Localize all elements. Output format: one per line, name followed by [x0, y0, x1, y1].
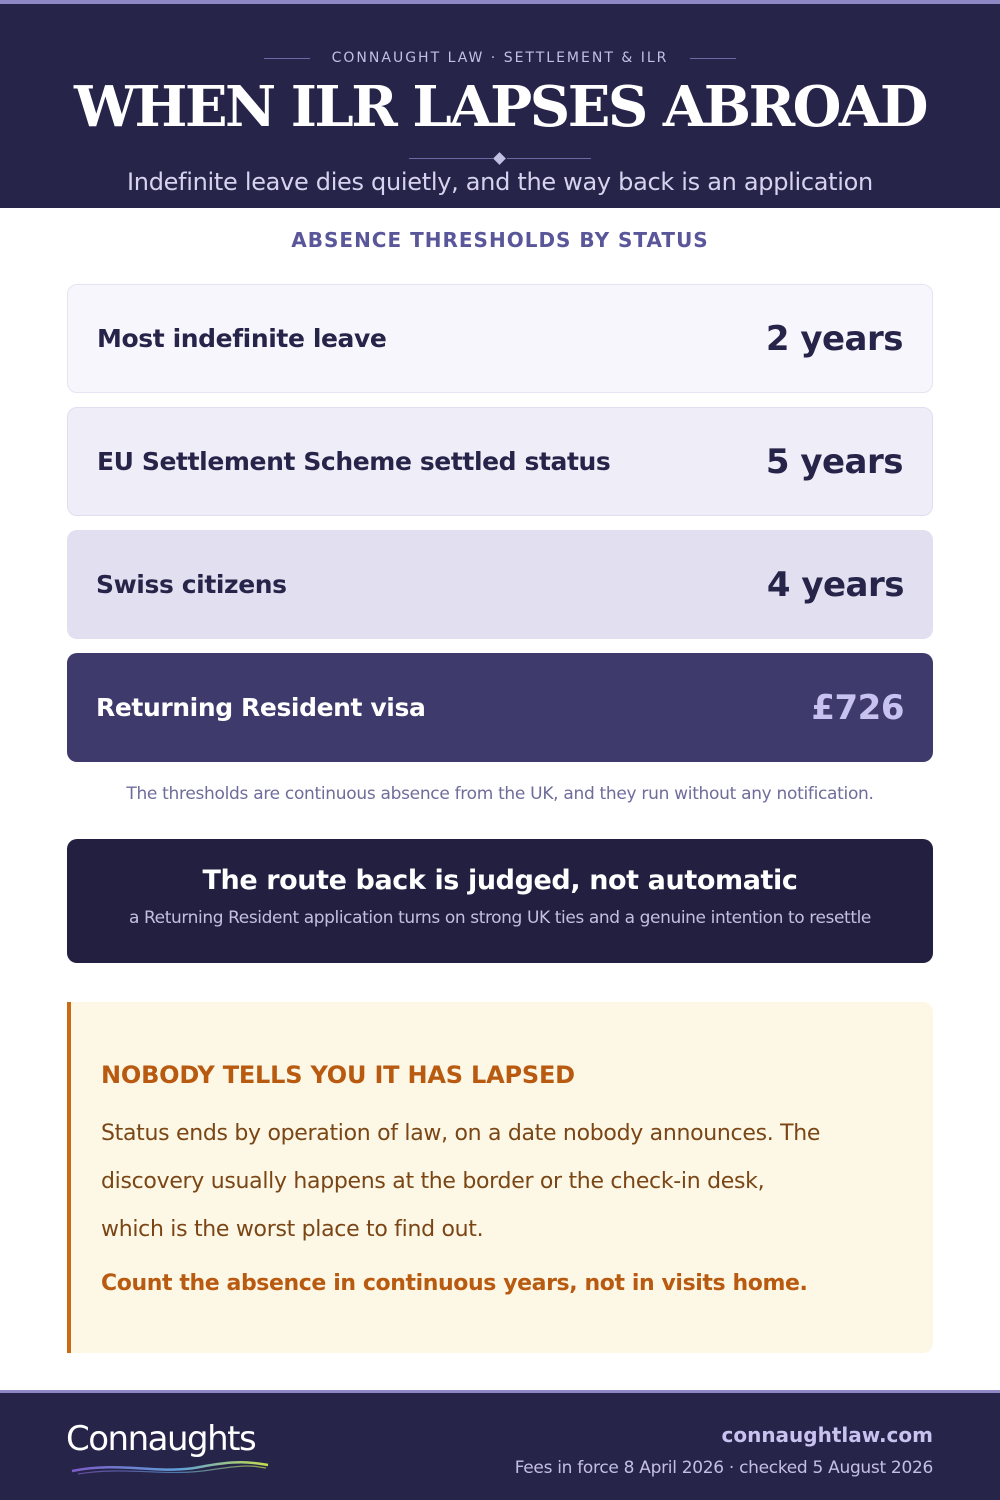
warning-title: NOBODY TELLS YOU IT HAS LAPSED	[101, 1061, 575, 1089]
page-title: WHEN ILR LAPSES ABROAD	[74, 74, 926, 140]
logo-wordmark: Connaughts	[66, 1419, 256, 1459]
kicker-row	[0, 50, 1000, 66]
kicker-rule-left	[264, 58, 310, 59]
callout-subtitle: a Returning Resident application turns on strong UK ties and a genuine intention to resettle	[129, 908, 871, 928]
website-link[interactable]: connaughtlaw.com	[721, 1423, 933, 1447]
visa-fee: £726	[811, 687, 904, 728]
threshold-row-swiss-citizens	[67, 530, 933, 639]
returning-resident-visa-row	[67, 653, 933, 762]
threshold-label: Most indefinite leave	[97, 324, 387, 353]
section-heading: ABSENCE THRESHOLDS BY STATUS	[291, 228, 709, 252]
warning-emphasis: Count the absence in continuous years, not in visits home.	[101, 1271, 808, 1296]
threshold-value: 5 years	[765, 441, 903, 482]
callout-title: The route back is judged, not automatic	[202, 865, 798, 896]
threshold-label: EU Settlement Scheme settled status	[97, 447, 611, 476]
warning-body: Status ends by operation of law, on a date nobody announces. The discovery usually happens at the border or the check-in desk, which is the worst place to find out.	[101, 1121, 821, 1242]
warning-box	[67, 1002, 933, 1353]
threshold-value: 4 years	[766, 564, 904, 605]
threshold-label: Swiss citizens	[96, 570, 287, 599]
connaughts-logo[interactable]	[66, 1419, 286, 1479]
threshold-value: 2 years	[765, 318, 903, 359]
threshold-row-indefinite-leave	[67, 284, 933, 393]
threshold-row-eu-settlement	[67, 407, 933, 516]
fees-note: Fees in force 8 April 2026 · checked 5 August 2026	[514, 1458, 933, 1478]
visa-label: Returning Resident visa	[96, 693, 426, 722]
logo-swoosh-icon	[70, 1459, 270, 1477]
kicker: CONNAUGHT LAW · SETTLEMENT & ILR	[331, 50, 669, 66]
ornament-divider	[409, 152, 591, 166]
page-subtitle: Indefinite leave dies quietly, and the way back is an application	[127, 168, 873, 196]
divider-line-right	[507, 158, 591, 159]
threshold-note: The thresholds are continuous absence from the UK, and they run without any notification.	[126, 784, 874, 804]
diamond-icon	[493, 152, 506, 165]
footer	[0, 1390, 1000, 1500]
route-back-callout	[67, 839, 933, 963]
kicker-rule-right	[690, 58, 736, 59]
divider-line-left	[409, 158, 493, 159]
header-banner	[0, 0, 1000, 208]
